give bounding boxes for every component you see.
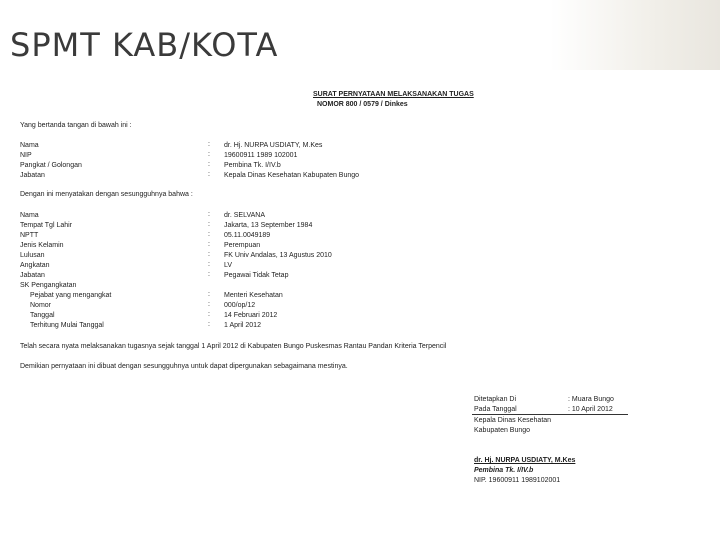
subject-label: Jenis Kelamin — [20, 242, 64, 249]
signer-value-position: Kepala Dinas Kesehatan Kabupaten Bungo — [224, 172, 360, 179]
subject-value: 14 Februari 2012 — [224, 312, 278, 319]
signer-label-name: Nama — [20, 142, 39, 149]
office-line-1: Kepala Dinas Kesehatan — [474, 417, 552, 424]
signatory-name: dr. Hj. NURPA USDIATY, M.Kes — [474, 457, 576, 464]
subject-value: Pegawai Tidak Tetap — [224, 272, 289, 279]
signatory-rank: Pembina Tk. I/IV.b — [474, 467, 534, 474]
signatory-nip: NIP. 19600911 1989102001 — [474, 477, 561, 484]
subject-value: 1 April 2012 — [224, 322, 261, 329]
subject-value: FK Univ Andalas, 13 Agustus 2010 — [224, 252, 332, 259]
letter-statement: Dengan ini menyatakan dengan sesungguhnya bahwa : — [20, 191, 193, 198]
signer-value-rank: Pembina Tk. I/IV.b — [224, 162, 281, 169]
signer-label-position: Jabatan — [20, 172, 45, 179]
subject-label: Pejabat yang mengangkat — [30, 292, 112, 299]
closing-sentence: Demikian pernyataan ini dibuat dengan sesungguhnya untuk dapat dipergunakan sebagaimana mestinya. — [20, 363, 348, 370]
colon: : — [208, 141, 210, 148]
subject-label: Lulusan — [20, 252, 45, 259]
subject-label: Nama — [20, 212, 39, 219]
subject-value: LV — [224, 262, 233, 269]
colon: : — [208, 251, 210, 258]
colon: : — [208, 301, 210, 308]
subject-label: SK Pengangkatan — [20, 282, 77, 289]
office-line-2: Kabupaten Bungo — [474, 427, 531, 434]
subject-value: 05.11.0049189 — [224, 232, 271, 239]
subject-label: Nomor — [30, 302, 52, 309]
subject-value: 000/op/12 — [224, 302, 256, 309]
colon: : — [208, 151, 210, 158]
subject-value: Jakarta, 13 September 1984 — [224, 222, 313, 229]
place-label: Ditetapkan Di — [474, 396, 517, 403]
colon: : — [208, 261, 210, 268]
colon: : — [208, 291, 210, 298]
colon: : — [208, 171, 210, 178]
subject-label: Terhitung Mulai Tanggal — [30, 322, 104, 329]
signer-label-rank: Pangkat / Golongan — [20, 162, 82, 169]
colon: : — [208, 241, 210, 248]
colon: : — [208, 211, 210, 218]
colon: : — [208, 231, 210, 238]
task-sentence: Telah secara nyata melaksanakan tugasnya sejak tanggal 1 April 2012 di Kabupaten Bungo Puskesmas Rantau Pandan Kriteria Terpencil — [20, 343, 447, 350]
colon: : — [208, 271, 210, 278]
colon: : — [208, 161, 210, 168]
slide-title: SPMT KAB/KOTA — [10, 26, 279, 64]
place-value: : Muara Bungo — [568, 396, 614, 403]
subject-value: Menteri Kesehatan — [224, 292, 283, 299]
letter-title: SURAT PERNYATAAN MELAKSANAKAN TUGAS — [313, 91, 474, 98]
signature-divider — [472, 414, 628, 415]
letter-intro: Yang bertanda tangan di bawah ini : — [20, 122, 132, 129]
letter-number: NOMOR 800 / 0579 / Dinkes — [317, 101, 408, 108]
subject-label: Tanggal — [30, 312, 55, 319]
signer-value-nip: 19600911 1989 102001 — [224, 152, 298, 159]
signer-value-name: dr. Hj. NURPA USDIATY, M.Kes — [224, 142, 323, 149]
subject-label: NPTT — [20, 232, 39, 239]
subject-value: Perempuan — [224, 242, 261, 249]
subject-label: Angkatan — [20, 262, 50, 269]
subject-label: Jabatan — [20, 272, 45, 279]
signer-label-nip: NIP — [20, 152, 32, 159]
colon: : — [208, 221, 210, 228]
subject-label: Tempat Tgl Lahir — [20, 222, 73, 229]
colon: : — [208, 311, 210, 318]
date-value: : 10 April 2012 — [568, 406, 613, 413]
date-label: Pada Tanggal — [474, 406, 517, 413]
subject-value: dr. SELVANA — [224, 212, 265, 219]
colon: : — [208, 321, 210, 328]
